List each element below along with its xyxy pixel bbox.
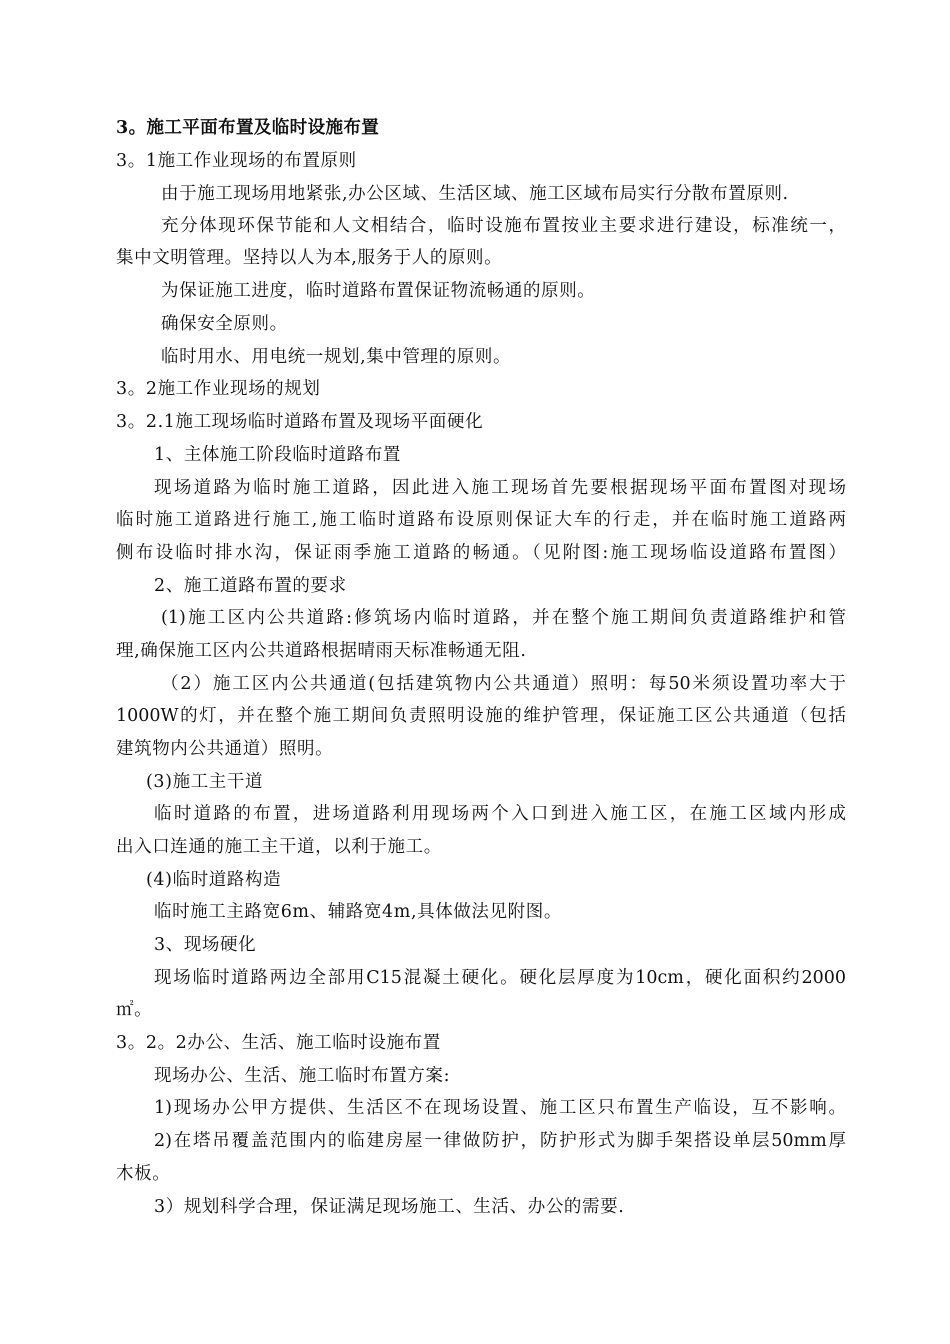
paragraph-line: 建筑物内公共通道）照明。 [116, 739, 334, 759]
paragraph-line: 临时施工道路进行施工,施工临时道路布设原则保证大车的行走，并在临时施工道路两 [116, 510, 846, 530]
paragraph-line: 侧布设临时排水沟，保证雨季施工道路的畅通。（见附图:施工现场临设道路布置图） [116, 543, 846, 563]
paragraph-line: 出入口连通的施工主干道，以利于施工。 [116, 837, 442, 857]
paragraph-line: 木板。 [116, 1164, 171, 1184]
paragraph-line: (1)施工区内公共道路:修筑场内临时道路，并在整个施工期间负责道路维护和管 [161, 608, 846, 628]
item-heading: 3、现场硬化 [154, 935, 257, 955]
paragraph-line: 充分体现环保节能和人文相结合，临时设施布置按业主要求进行建设，标准统一， [161, 216, 846, 236]
paragraph-line: 集中文明管理。坚持以人为本,服务于人的原则。 [116, 248, 503, 268]
item-subheading: (4)临时道路构造 [146, 870, 282, 890]
paragraph-line: 确保安全原则。 [161, 314, 288, 334]
item-heading: 1、主体施工阶段临时道路布置 [154, 445, 402, 465]
paragraph-line: （2）施工区内公共通道(包括建筑物内公共通道）照明：每50米须设置功率大于 [161, 674, 846, 694]
paragraph-line: 3）规划科学合理，保证满足现场施工、生活、办公的需要. [154, 1197, 625, 1217]
subsection-heading-3-2-2: 3。2。2办公、生活、施工临时设施布置 [116, 1033, 441, 1053]
paragraph-line: 1000W的灯，并在整个施工期间负责照明设施的维护管理，保证施工区公共通道（包括 [116, 706, 846, 726]
paragraph-line: 现场道路为临时施工道路，因此进入施工现场首先要根据现场平面布置图对现场 [154, 478, 846, 498]
paragraph-line: 2)在塔吊覆盖范围内的临建房屋一律做防护，防护形式为脚手架搭设单层50mm厚 [154, 1131, 846, 1151]
paragraph-line: 为保证施工进度，临时道路布置保证物流畅通的原则。 [161, 281, 596, 301]
section-title: 3。施工平面布置及临时设施布置 [116, 118, 380, 138]
paragraph-line: 现场办公、生活、施工临时布置方案: [154, 1066, 451, 1086]
paragraph-line: ㎡。 [116, 1000, 153, 1020]
subsection-heading-3-1: 3。1施工作业现场的布置原则 [116, 151, 357, 171]
subsection-heading-3-2-1: 3。2.1施工现场临时道路布置及现场平面硬化 [116, 412, 484, 432]
paragraph-line: 理,确保施工区内公共道路根据晴雨天标准畅通无阻. [116, 641, 527, 661]
paragraph-line: 临时施工主路宽6m、辅路宽4m,具体做法见附图。 [154, 902, 562, 922]
paragraph-line: 由于施工现场用地紧张,办公区域、生活区域、施工区域布局实行分散布置原则. [161, 184, 789, 204]
paragraph-line: 临时道路的布置，进场道路利用现场两个入口到进入施工区，在施工区域内形成 [154, 804, 846, 824]
paragraph-line: 现场临时道路两边全部用C15混凝土硬化。硬化层厚度为10cm，硬化面积约2000 [154, 968, 846, 988]
subsection-heading-3-2: 3。2施工作业现场的规划 [116, 379, 321, 399]
item-subheading: (3)施工主干道 [146, 772, 264, 792]
paragraph-line: 临时用水、用电统一规划,集中管理的原则。 [161, 347, 512, 367]
item-heading: 2、施工道路布置的要求 [154, 576, 347, 596]
paragraph-line: 1)现场办公甲方提供、生活区不在现场设置、施工区只布置生产临设，互不影响。 [154, 1098, 846, 1118]
